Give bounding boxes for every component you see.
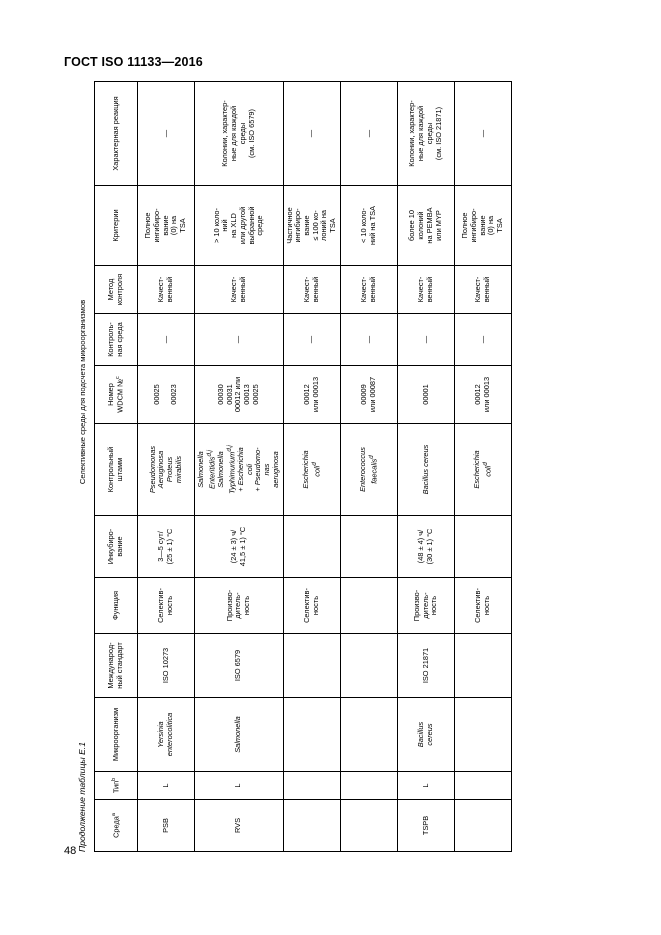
col-header-standard-l2: ный стандарт — [115, 642, 124, 689]
col-header-wdcm-l1: Номер — [105, 383, 115, 406]
cell-react: — — [454, 82, 511, 186]
cell-tip — [340, 772, 397, 800]
continuation-label: Продолжение таблицы Е.1 — [77, 742, 87, 852]
cell-ctrl: — — [138, 314, 195, 366]
cell-sreda: TSPB — [397, 800, 454, 852]
col-header-sreda-sup: a — [110, 813, 117, 817]
cell-ctrl: — — [340, 314, 397, 366]
cell-func: Произво- дитель- ность — [397, 578, 454, 634]
col-header-tip-sup: b — [110, 777, 117, 781]
cell-ctrl: — — [195, 314, 284, 366]
cell-micro: Yersinia enterocolitica — [138, 698, 195, 772]
cell-crit: более 10 колоний на PEMBA или MYP — [397, 186, 454, 266]
col-header-incubation — [95, 516, 138, 578]
cell-tip: L — [195, 772, 284, 800]
cell-strain: Pseudomonas Aeruginosa Proteus mirabilis — [138, 424, 195, 516]
cell-func: Селектив- ность — [283, 578, 340, 634]
cell-tip: L — [138, 772, 195, 800]
media-control-table — [94, 81, 512, 852]
cell-method: Качест- венный — [195, 266, 284, 314]
col-header-control-medium-l2: ная среда — [115, 322, 124, 357]
cell-micro — [454, 698, 511, 772]
table-row — [138, 82, 195, 852]
cell-wdcm: 00001 — [397, 366, 454, 424]
cell-strain: Escherichia coli$^d$ — [454, 424, 511, 516]
cell-crit: > 10 коло- ний на XLD или другой выбранной среде — [195, 186, 284, 266]
col-header-control-medium — [95, 314, 138, 366]
col-header-wdcm-sup: c — [115, 376, 122, 379]
cell-react: Колонии, характер- ные для каждой среды (см. ISO 21871) — [397, 82, 454, 186]
cell-inc: 3—5 сут/ (25 ± 1) °C — [138, 516, 195, 578]
col-header-standard-l1: Международ- — [106, 642, 116, 689]
col-header-sreda-label: Среда — [111, 816, 121, 838]
col-header-function — [95, 578, 138, 634]
cell-std: ISO 6579 — [195, 634, 284, 698]
cell-wdcm: 00025 00023 — [138, 366, 195, 424]
col-header-wdcm-l2: WDCM № — [115, 378, 125, 413]
cell-sreda: PSB — [138, 800, 195, 852]
table-row — [283, 82, 340, 852]
cell-inc — [340, 516, 397, 578]
page-number: 48 — [64, 845, 77, 857]
table-caption: Селективные среды для подсчета микроорганизмов — [78, 299, 87, 485]
cell-tip — [454, 772, 511, 800]
page-header: ГОСТ ISO 11133—2016 — [64, 55, 203, 69]
cell-std — [454, 634, 511, 698]
cell-crit: Частичное ингибиро- вание ≤ 100 ко- лоний на TSA — [283, 186, 340, 266]
col-header-method — [95, 266, 138, 314]
col-header-microorganism — [95, 698, 138, 772]
cell-ctrl: — — [283, 314, 340, 366]
col-header-tip-label: Тип — [111, 780, 121, 794]
table-row — [195, 82, 284, 852]
table-row — [454, 82, 511, 852]
cell-std — [340, 634, 397, 698]
table-header-row — [95, 82, 138, 852]
cell-crit: < 10 коло- ний на TSA — [340, 186, 397, 266]
rotated-table-region — [78, 82, 638, 852]
cell-inc — [454, 516, 511, 578]
cell-method: Качест- венный — [340, 266, 397, 314]
col-header-reaction-label: Характерная реакция — [110, 96, 120, 171]
cell-inc: (48 ± 4) ч/ (30 ± 1) °C — [397, 516, 454, 578]
col-header-wdcm — [95, 366, 138, 424]
cell-strain: Enterococcus faecalis$^d$ — [340, 424, 397, 516]
cell-react: — — [283, 82, 340, 186]
cell-micro: Bacillus cereus — [397, 698, 454, 772]
col-header-method-l2: контроля — [115, 273, 124, 306]
cell-ctrl: — — [454, 314, 511, 366]
cell-ctrl: — — [397, 314, 454, 366]
col-header-standard — [95, 634, 138, 698]
cell-sreda — [283, 800, 340, 852]
cell-std — [283, 634, 340, 698]
cell-react: — — [138, 82, 195, 186]
cell-method: Качест- венный — [397, 266, 454, 314]
table-body — [138, 82, 512, 852]
col-header-criteria-label: Критерии — [110, 209, 120, 242]
cell-sreda: RVS — [195, 800, 284, 852]
col-header-microorganism-label: Микроорганизм — [110, 707, 120, 762]
cell-inc — [283, 516, 340, 578]
cell-sreda — [340, 800, 397, 852]
cell-wdcm: 00012 или 00013 — [454, 366, 511, 424]
col-header-strain — [95, 424, 138, 516]
col-header-incubation-l2: вание — [115, 536, 124, 557]
col-header-function-label: Функция — [110, 591, 120, 620]
cell-std: ISO 10273 — [138, 634, 195, 698]
col-header-strain-l2: штамм — [115, 457, 124, 482]
cell-std: ISO 21871 — [397, 634, 454, 698]
cell-sreda — [454, 800, 511, 852]
cell-micro — [283, 698, 340, 772]
cell-strain: Salmonella Enteritidis$^{d,j}$ Salmonella Typhimurium$^{d,j}$ + Escherichia coli + Pseudomo- nas aeruginosa — [195, 424, 284, 516]
cell-react: — — [340, 82, 397, 186]
cell-tip — [283, 772, 340, 800]
col-header-criteria — [95, 186, 138, 266]
col-header-method-l1: Метод — [106, 278, 116, 301]
table-row — [397, 82, 454, 852]
col-header-sreda — [95, 800, 138, 852]
cell-func: Селектив- ность — [454, 578, 511, 634]
col-header-tip — [95, 772, 138, 800]
cell-wdcm: 00030 00031 00012 или 00013 00025 — [195, 366, 284, 424]
cell-func: Селектив- ность — [138, 578, 195, 634]
cell-wdcm: 00009 или 00087 — [340, 366, 397, 424]
col-header-reaction — [95, 82, 138, 186]
cell-micro — [340, 698, 397, 772]
table-row — [340, 82, 397, 852]
cell-func: Произво- дитель- ность — [195, 578, 284, 634]
cell-inc: (24 ± 3) ч/ 41,5 ± 1) °C — [195, 516, 284, 578]
cell-method: Качест- венный — [283, 266, 340, 314]
col-header-strain-l1: Контрольный — [106, 446, 116, 493]
cell-tip: L — [397, 772, 454, 800]
cell-crit: Полное ингибиро- вание (0) на TSA — [454, 186, 511, 266]
cell-wdcm: 00012 или 00013 — [283, 366, 340, 424]
cell-method: Качест- венный — [454, 266, 511, 314]
cell-method: Качест- венный — [138, 266, 195, 314]
col-header-incubation-l1: Инкубиро- — [106, 528, 116, 565]
cell-strain: Escherichia coli$^d$ — [283, 424, 340, 516]
cell-func — [340, 578, 397, 634]
cell-crit: Полное ингибиро- вание (0) на TSA — [138, 186, 195, 266]
rotated-table-inner — [78, 82, 638, 852]
cell-strain: Bacillus cereus — [397, 424, 454, 516]
col-header-control-medium-l1: Контроль- — [106, 322, 116, 357]
cell-react: Колонии, характер- ные для каждой среды (см. ISO 6579) — [195, 82, 284, 186]
cell-micro: Salmonella — [195, 698, 284, 772]
